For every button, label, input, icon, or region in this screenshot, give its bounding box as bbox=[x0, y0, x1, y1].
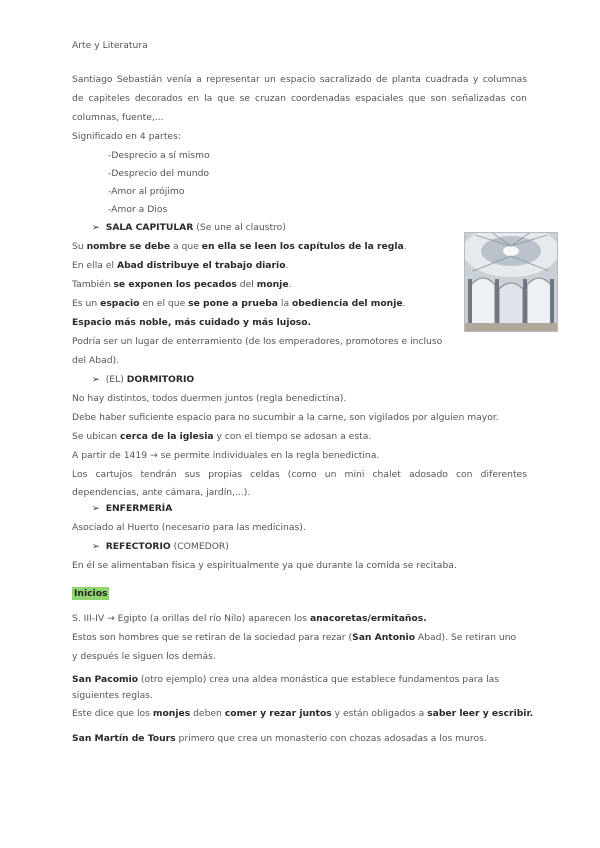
inicios-line-7: San Martín de Tours primero que crea un monasterio con chozas adosadas a los muros. bbox=[72, 733, 487, 744]
refectorio-heading: ➢ REFECTORIO (COMEDOR) bbox=[92, 541, 229, 552]
sala-line-5: Espacio más noble, más cuidado y más lujoso. bbox=[72, 317, 312, 328]
dorm-line-2: Debe haber suficiente espacio para no sucumbir a la carne, son vigilados por alguien mayor. bbox=[72, 412, 499, 423]
bullet-arrow-icon: ➢ bbox=[92, 374, 100, 385]
dorm-line-3: Se ubican cerca de la iglesia y con el tiempo se adosan a esta. bbox=[72, 431, 372, 442]
sala-line-1: Su nombre se debe a que en ella se leen los capítulos de la regla. bbox=[72, 241, 407, 252]
sala-line-2: En ella el Abad distribuye el trabajo diario. bbox=[72, 260, 289, 271]
inicios-line-1: S. III-IV → Egipto (a orillas del río Nilo) aparecen los anacoretas/ermitaños. bbox=[72, 613, 427, 624]
significado-label: Significado en 4 partes: bbox=[72, 131, 181, 142]
bullet-arrow-icon: ➢ bbox=[92, 222, 100, 233]
bullet-arrow-icon: ➢ bbox=[92, 503, 100, 514]
list-item: -Amor a Dios bbox=[108, 204, 168, 215]
inicios-heading bbox=[72, 588, 109, 600]
sala-line-3: También se exponen los pecados del monje. bbox=[72, 279, 292, 290]
dorm-line-4: A partir de 1419 → se permite individuales en la regla benedictina. bbox=[72, 450, 380, 461]
ref-line-1: En él se alimentaban física y espiritualmente ya que durante la comida se recitaba. bbox=[72, 560, 457, 571]
list-item: -Desprecio a sí mismo bbox=[108, 150, 210, 161]
enfermeria-heading: ➢ ENFERMERÍA bbox=[92, 503, 173, 514]
bullet-arrow-icon: ➢ bbox=[92, 541, 100, 552]
highlighted-title: Inicios bbox=[74, 588, 108, 599]
intro-line-3: columnas, fuente,... bbox=[72, 112, 164, 123]
dorm-line-6: dependencias, ante cámara, jardín,...). bbox=[72, 487, 251, 498]
sala-line-4: Es un espacio en el que se pone a prueba la obediencia del monje. bbox=[72, 298, 406, 309]
intro-line-1: Santiago Sebastián venía a representar un espacio sacralizado de planta cuadrada y columnas bbox=[72, 74, 527, 85]
dorm-line-1: No hay distintos, todos duermen juntos (regla benedictina). bbox=[72, 393, 347, 404]
chapter-house-photo bbox=[464, 232, 558, 332]
list-item: -Desprecio del mundo bbox=[108, 168, 210, 179]
list-item: -Amor al prójimo bbox=[108, 186, 185, 197]
inicios-line-5: siguientes reglas. bbox=[72, 690, 153, 701]
sala-line-7: del Abad). bbox=[72, 355, 120, 366]
intro-line-2: de capiteles decorados en la que se cruzan coordenadas espaciales que son señalizadas con bbox=[72, 93, 527, 104]
enf-line-1: Asociado al Huerto (necesario para las medicinas). bbox=[72, 522, 306, 533]
sala-line-6: Podría ser un lugar de enterramiento (de los emperadores, promotores e incluso bbox=[72, 336, 443, 347]
sala-heading: ➢ SALA CAPITULAR (Se une al claustro) bbox=[92, 222, 286, 233]
inicios-line-3: y después le siguen los demás. bbox=[72, 651, 216, 662]
page-header: Arte y Literatura bbox=[72, 40, 148, 51]
dorm-line-5: Los cartujos tendrán sus propias celdas (como un mini chalet adosado con diferentes bbox=[72, 469, 527, 480]
dormitorio-heading: ➢ (EL) DORMITORIO bbox=[92, 374, 195, 385]
inicios-line-2: Estos son hombres que se retiran de la sociedad para rezar (San Antonio Abad). Se retiran uno bbox=[72, 632, 517, 643]
inicios-line-4: San Pacomio (otro ejemplo) crea una aldea monástica que establece fundamentos para las bbox=[72, 674, 500, 685]
inicios-line-6: Este dice que los monjes deben comer y rezar juntos y están obligados a saber leer y escribir. bbox=[72, 708, 534, 719]
